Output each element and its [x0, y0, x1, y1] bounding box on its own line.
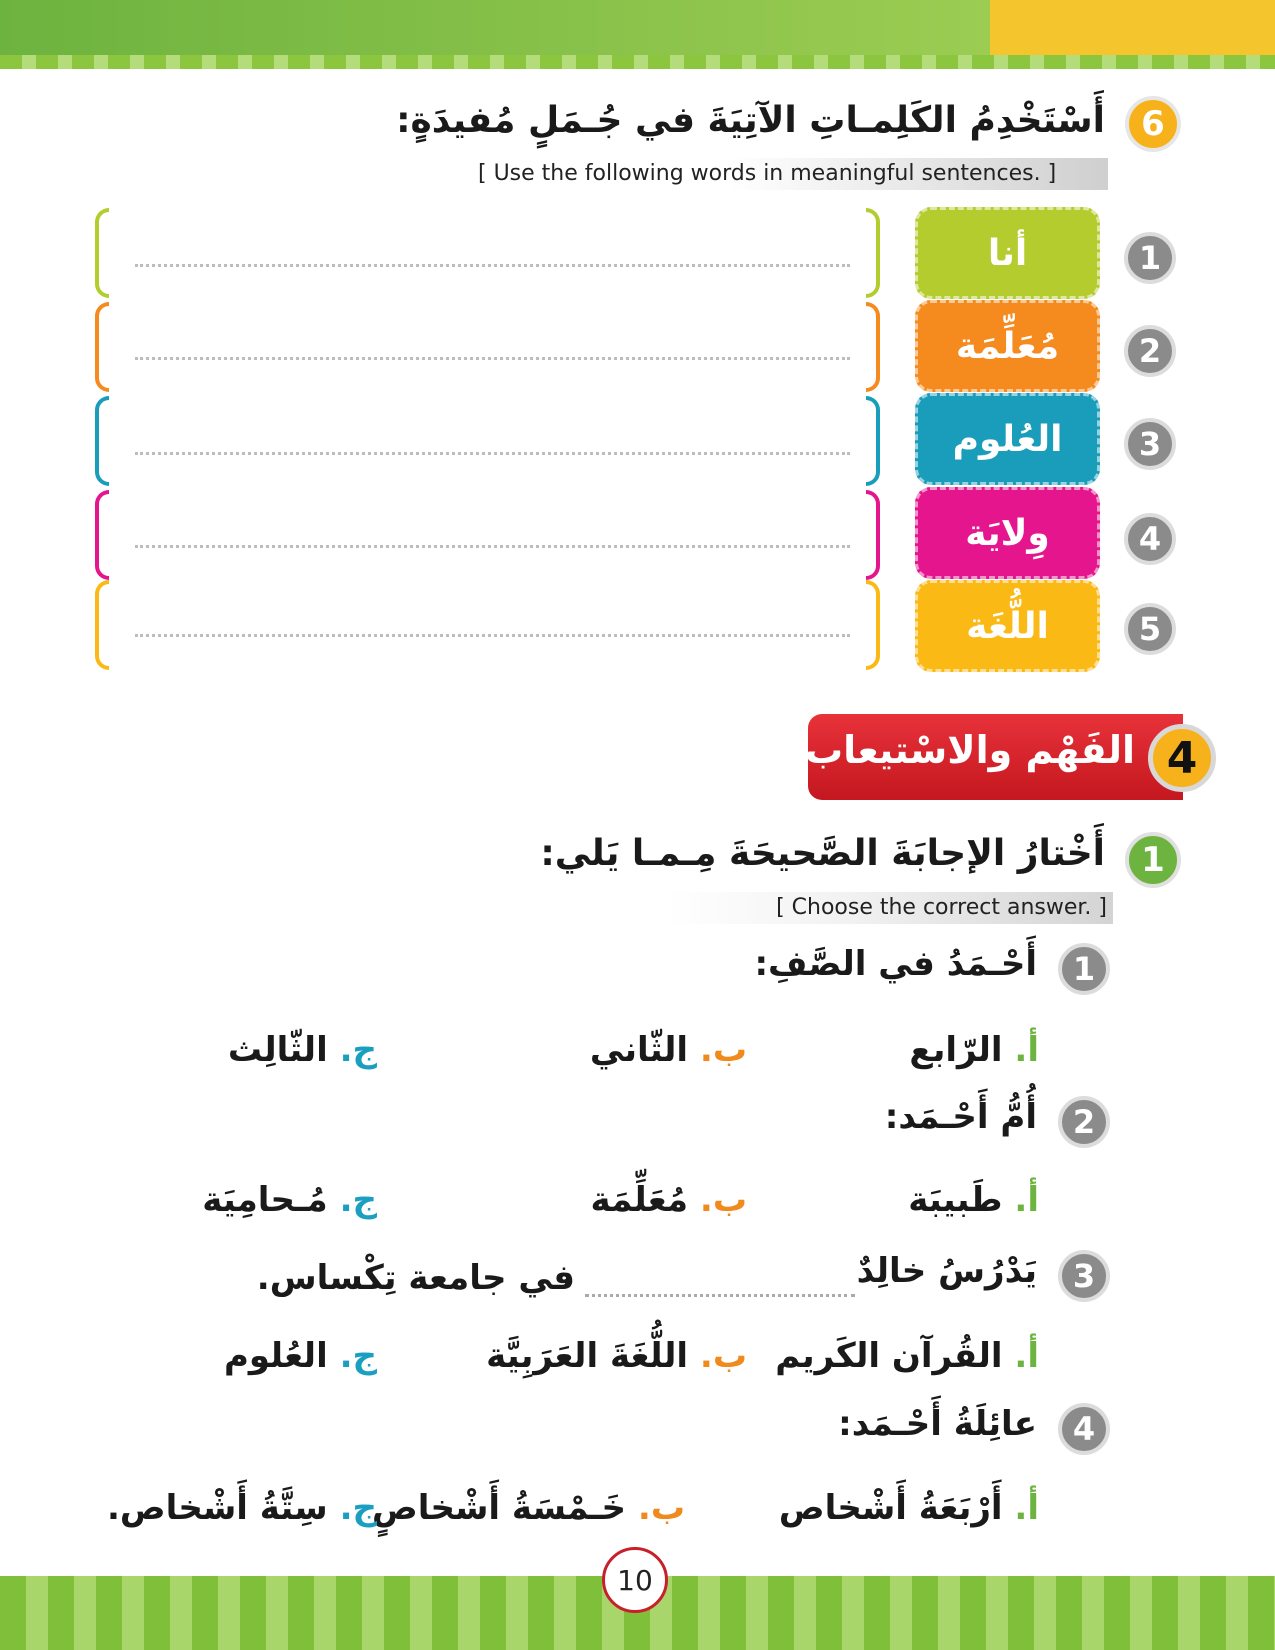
option-text: العُلوم	[224, 1336, 328, 1376]
mc-3-option-c[interactable]	[224, 1336, 377, 1376]
option-letter-c: ج.	[339, 1336, 377, 1376]
mc-4-option-a[interactable]	[779, 1488, 1039, 1528]
row-5-number: 5	[1124, 603, 1176, 655]
mc-1-option-a[interactable]	[909, 1030, 1039, 1070]
mc-3-question-end: في جامعة تِكْساس.	[256, 1258, 575, 1298]
option-text: مُـحامِيَة	[202, 1180, 328, 1220]
bracket-right-2	[866, 302, 880, 392]
mc-4-option-b[interactable]	[372, 1488, 685, 1528]
option-text: الثّاني	[589, 1030, 689, 1070]
page-number: 10	[602, 1547, 668, 1613]
option-text: سِتَّةُ أَشْخاص.	[106, 1488, 328, 1528]
option-text: أَرْبَعَةُ أَشْخاص	[778, 1488, 1003, 1528]
mc-3-option-b[interactable]	[486, 1336, 747, 1376]
section-4-title: الفَهْم والاسْتيعاب	[805, 728, 1135, 772]
mc-2-option-b[interactable]	[591, 1180, 747, 1220]
question-1-subtitle: [ Choose the correct answer. ]	[668, 892, 1113, 924]
word-box-3: العُلوم	[915, 393, 1100, 485]
answer-line-4[interactable]	[135, 545, 850, 548]
option-text: الرّابع	[909, 1030, 1003, 1070]
row-1-number: 1	[1124, 232, 1176, 284]
mc-3-blank[interactable]	[585, 1294, 855, 1297]
answer-line-1[interactable]	[135, 264, 850, 267]
row-3-number: 3	[1124, 418, 1176, 470]
top-banner-yellow	[990, 0, 1275, 55]
option-text: خَـمْسَةُ أَشْخاصٍ	[371, 1488, 627, 1528]
mc-1-number: 1	[1058, 943, 1110, 995]
option-letter-c: ج.	[339, 1180, 377, 1220]
bracket-right-5	[866, 580, 880, 670]
option-letter-a: أ.	[1014, 1180, 1039, 1220]
answer-line-3[interactable]	[135, 452, 850, 455]
option-letter-b: ب.	[699, 1030, 747, 1070]
answer-line-5[interactable]	[135, 634, 850, 637]
option-text: مُعَلِّمَة	[590, 1180, 689, 1220]
row-4-number: 4	[1124, 513, 1176, 565]
word-box-4: وِلايَة	[915, 487, 1100, 579]
bracket-right-1	[866, 208, 880, 298]
top-stripe	[0, 55, 1275, 69]
mc-1-question: أَحْـمَدُ في الصَّفِ:	[754, 944, 1037, 984]
exercise-6-badge: 6	[1125, 96, 1181, 152]
option-letter-a: أ.	[1014, 1336, 1039, 1376]
mc-2-question: أُمُّ أَحْـمَد:	[884, 1097, 1037, 1137]
bracket-right-4	[866, 490, 880, 580]
bracket-left-1	[95, 208, 109, 298]
option-letter-c: ج.	[339, 1488, 377, 1528]
bracket-left-4	[95, 490, 109, 580]
option-letter-b: ب.	[637, 1488, 685, 1528]
mc-3-option-a[interactable]	[775, 1336, 1039, 1376]
word-box-5: اللُّغَة	[915, 580, 1100, 672]
bracket-left-2	[95, 302, 109, 392]
mc-4-option-c[interactable]	[107, 1488, 377, 1528]
option-letter-c: ج.	[339, 1030, 377, 1070]
option-text: الثّالِث	[227, 1030, 328, 1070]
option-text: اللُّغَةَ العَرَبِيَّة	[486, 1336, 689, 1376]
bracket-left-5	[95, 580, 109, 670]
exercise-6-subtitle: [ Use the following words in meaningful sentences. ]	[478, 158, 1108, 190]
bracket-right-3	[866, 396, 880, 486]
top-banner-green	[0, 0, 990, 55]
answer-line-2[interactable]	[135, 357, 850, 360]
option-letter-b: ب.	[699, 1180, 747, 1220]
question-1-badge: 1	[1125, 832, 1181, 888]
mc-4-question: عائِلَةُ أَحْـمَد:	[838, 1404, 1037, 1444]
word-box-2: مُعَلِّمَة	[915, 300, 1100, 392]
mc-1-option-c[interactable]	[228, 1030, 377, 1070]
mc-2-option-c[interactable]	[202, 1180, 377, 1220]
mc-3-number: 3	[1058, 1250, 1110, 1302]
option-letter-b: ب.	[699, 1336, 747, 1376]
question-1-title: أَخْتارُ الإجابَةَ الصَّحيحَةَ مِـمـا يَلي:	[540, 833, 1105, 874]
exercise-6-title: أَسْتَخْدِمُ الكَلِمـاتِ الآتِيَةَ في جُـمَلٍ مُفيدَةٍ:	[396, 100, 1105, 141]
option-text: طَبيبَة	[908, 1180, 1003, 1220]
mc-1-option-b[interactable]	[590, 1030, 747, 1070]
row-2-number: 2	[1124, 325, 1176, 377]
option-letter-a: أ.	[1014, 1030, 1039, 1070]
option-letter-a: أ.	[1014, 1488, 1039, 1528]
mc-3-question: يَدْرُسُ خالِدٌ	[856, 1251, 1037, 1291]
option-text: القُرآن الكَريم	[775, 1336, 1003, 1376]
section-4-badge: 4	[1148, 724, 1216, 792]
mc-2-option-a[interactable]	[908, 1180, 1039, 1220]
mc-4-number: 4	[1058, 1403, 1110, 1455]
word-box-1: أنا	[915, 207, 1100, 299]
bracket-left-3	[95, 396, 109, 486]
mc-2-number: 2	[1058, 1096, 1110, 1148]
